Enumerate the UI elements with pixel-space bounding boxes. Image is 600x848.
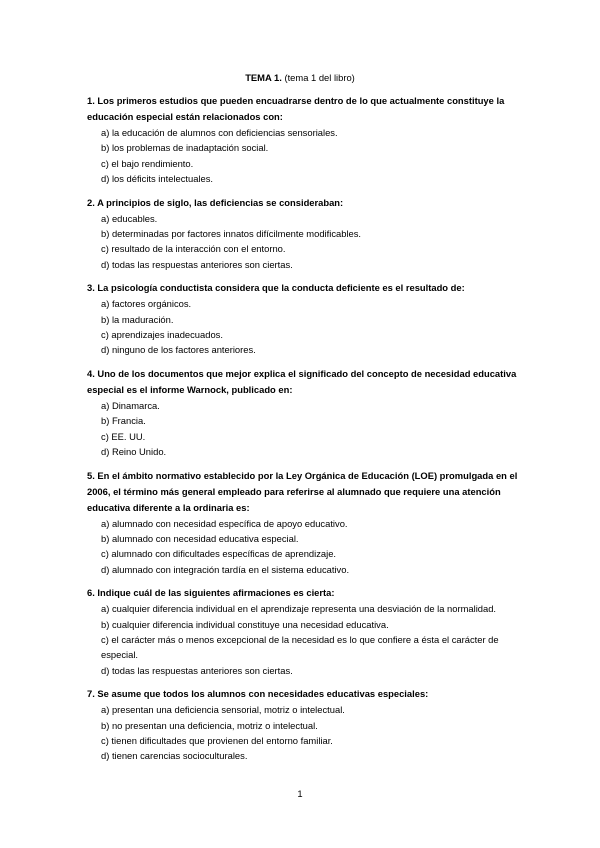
answer-option: c) EE. UU. xyxy=(101,430,146,442)
answer-option: a) cualquier diferencia individual en el aprendizaje representa una desviación de la normalidad. xyxy=(101,603,497,615)
answer-option: b) cualquier diferencia individual constituye una necesidad educativa. xyxy=(101,618,389,630)
answer-option: b) la maduración. xyxy=(101,313,174,325)
question-item xyxy=(87,280,527,358)
answer-option: c) tienen dificultades que provienen del entorno familiar. xyxy=(101,734,333,746)
option-list xyxy=(87,702,527,764)
answer-option: c) resultado de la interacción con el entorno. xyxy=(101,243,286,255)
question-list xyxy=(87,93,527,772)
answer-option: a) factores orgánicos. xyxy=(101,298,192,310)
question-item xyxy=(87,93,527,187)
question-stem: 1. Los primeros estudios que pueden encuadrarse dentro de lo que actualmente constituye la educación especial están relacionados con: xyxy=(87,95,505,122)
answer-option: d) los déficits intelectuales. xyxy=(101,173,214,185)
option-list xyxy=(87,601,527,678)
answer-option: d) todas las respuestas anteriores son ciertas. xyxy=(101,664,293,676)
answer-option: b) determinadas por factores innatos difícilmente modificables. xyxy=(101,228,362,240)
title-note: (tema 1 del libro) xyxy=(284,72,355,83)
title-bold: TEMA 1. xyxy=(245,72,282,83)
question-item xyxy=(87,195,527,273)
answer-option: c) el bajo rendimiento. xyxy=(101,157,194,169)
question-stem: 4. Uno de los documentos que mejor explica el significado del concepto de necesidad educativa especial es el informe Warnock, publicado en: xyxy=(87,367,517,395)
answer-option: a) educables. xyxy=(101,212,158,224)
question-item xyxy=(87,468,527,578)
question-stem: 2. A principios de siglo, las deficiencias se consideraban: xyxy=(87,196,344,208)
answer-option: d) ninguno de los factores anteriores. xyxy=(101,344,256,356)
answer-option: c) aprendizajes inadecuados. xyxy=(101,329,223,341)
answer-option: b) no presentan una deficiencia, motriz o intelectual. xyxy=(101,719,318,731)
question-item xyxy=(87,366,527,460)
option-list xyxy=(87,398,527,460)
answer-option: d) Reino Unido. xyxy=(101,446,167,458)
option-list xyxy=(87,296,527,358)
answer-option: c) alumnado con dificultades específicas de aprendizaje. xyxy=(101,548,337,560)
page-title xyxy=(0,71,600,85)
question-stem: 6. Indique cuál de las siguientes afirmaciones es cierta: xyxy=(87,587,335,599)
question-stem: 5. En el ámbito normativo establecido por la Ley Orgánica de Educación (LOE) promulgada en el 2006, el término más general empleado para referirse al alumnado que requiere una atención educativa diferente a la ordinaria es: xyxy=(87,469,518,513)
answer-option: a) presentan una deficiencia sensorial, motriz o intelectual. xyxy=(101,704,345,716)
option-list xyxy=(87,125,527,187)
answer-option: a) Dinamarca. xyxy=(101,399,160,411)
question-item xyxy=(87,686,527,764)
question-item xyxy=(87,585,527,678)
page-number: 1 xyxy=(297,788,303,799)
answer-option: b) los problemas de inadaptación social. xyxy=(101,142,269,154)
option-list xyxy=(87,211,527,273)
question-stem: 3. La psicología conductista considera que la conducta deficiente es el resultado de: xyxy=(87,282,465,294)
answer-option: a) alumnado con necesidad específica de apoyo educativo. xyxy=(101,517,348,529)
answer-option: b) alumnado con necesidad educativa especial. xyxy=(101,532,299,544)
answer-option: d) alumnado con integración tardía en el sistema educativo. xyxy=(101,563,350,575)
answer-option: d) todas las respuestas anteriores son ciertas. xyxy=(101,258,293,270)
answer-option: d) tienen carencias socioculturales. xyxy=(101,750,248,762)
option-list xyxy=(87,516,527,578)
answer-option: a) la educación de alumnos con deficiencias sensoriales. xyxy=(101,127,338,138)
answer-option: b) Francia. xyxy=(101,415,146,427)
answer-option: c) el carácter más o menos excepcional de la necesidad es lo que confiere a ésta el carácter de especial. xyxy=(101,633,499,661)
question-stem: 7. Se asume que todos los alumnos con necesidades educativas especiales: xyxy=(87,688,429,700)
